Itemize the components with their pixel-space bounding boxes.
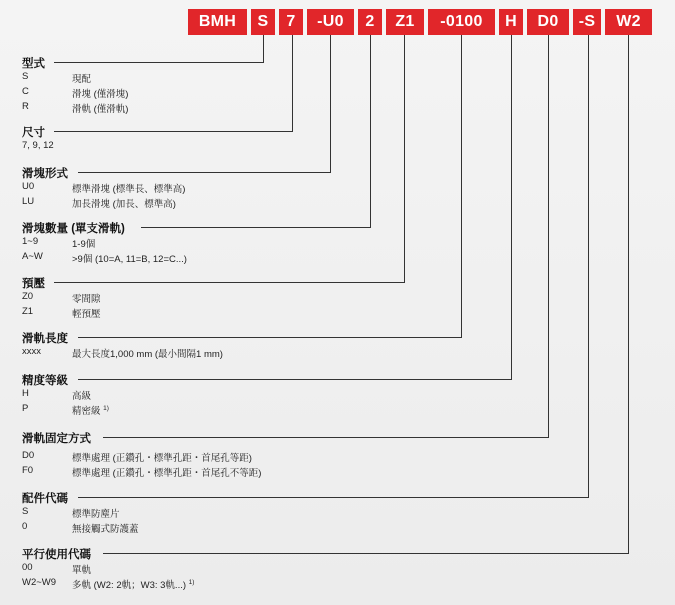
option-desc: 現配 [72,74,92,85]
option-code: R [22,101,29,112]
connector-horizontal [54,131,293,132]
code-box-block-count: 2 [358,9,382,35]
option-code: A~W [22,251,43,262]
option-desc: 滑軌 (僅滑軌) [72,104,129,115]
option-desc: 輕預壓 [72,309,101,320]
connector-vertical [404,35,405,282]
connector-vertical [292,35,293,131]
connector-vertical [461,35,462,337]
option-desc: 1-9個 [72,239,96,250]
section-title-block-count: 滑塊數量 (單支滑軌) [22,223,125,235]
footnote-marker: 1) [103,404,109,412]
connector-horizontal [141,227,371,228]
connector-horizontal [78,337,462,338]
section-title-accessory: 配件代碼 [22,493,68,505]
option-code: 0 [22,521,28,532]
option-code: Z0 [22,291,34,302]
code-box-rail-length: -0100 [428,9,495,35]
option-desc [72,403,109,417]
connector-horizontal [103,437,549,438]
option-desc: >9個 (10=A, 11=B, 12=C...) [72,254,187,265]
section-title-rail-length: 滑軌長度 [22,333,68,345]
option-desc: 滑塊 (僅滑塊) [72,89,129,100]
connector-horizontal [54,282,405,283]
code-box-preload: Z1 [386,9,424,35]
code-box-block-type: -U0 [307,9,354,35]
connector-horizontal [78,379,512,380]
code-box-size: 7 [279,9,303,35]
section-title-parallel: 平行使用代碼 [22,549,91,561]
option-code: U0 [22,181,35,192]
code-box-accessory: -S [573,9,601,35]
option-desc: 標準處理 (正鑽孔・標準孔距・首尾孔等距) [72,453,252,464]
option-desc: 加長滑塊 (加長、標準高) [72,199,176,210]
option-code: W2~W9 [22,577,57,588]
option-desc-text: 精密級 [72,406,101,417]
option-code: 00 [22,562,33,573]
option-desc: 高級 [72,391,92,402]
connector-vertical [370,35,371,227]
option-desc: 最大長度1,000 mm (最小間隔1 mm) [72,349,223,360]
option-code: LU [22,196,35,207]
option-code: 1~9 [22,236,39,247]
code-box-parallel: W2 [605,9,652,35]
option-desc: 標準滑塊 (標準長、標準高) [72,184,186,195]
section-title-block-type: 滑塊形式 [22,168,68,180]
connector-vertical [330,35,331,172]
connector-horizontal [103,553,629,554]
option-code: F0 [22,465,34,476]
section-title-preload: 預壓 [22,278,45,290]
option-code: Z1 [22,306,34,317]
option-code: C [22,86,29,97]
option-desc: 標準防塵片 [72,509,120,520]
option-desc-text: 多軌 (W2: 2軌；W3: 3軌...) [72,580,187,591]
code-box-rail-mounting: D0 [527,9,569,35]
option-code: S [22,71,29,82]
option-desc [72,577,194,591]
connector-vertical [511,35,512,379]
footnote-marker: 1) [188,578,195,586]
section-title-rail-mounting: 滑軌固定方式 [22,433,91,445]
code-box-type: S [251,9,275,35]
connector-vertical [588,35,589,497]
option-code: xxxx [22,346,41,357]
option-code: D0 [22,450,35,461]
connector-vertical [548,35,549,437]
connector-horizontal [78,497,589,498]
connector-vertical [628,35,629,553]
code-box-series: BMH [188,9,247,35]
option-desc: 無接觸式防護蓋 [72,524,139,535]
connector-horizontal [78,172,331,173]
option-desc: 單軌 [72,565,92,576]
section-title-accuracy: 精度等級 [22,375,68,387]
option-code: P [22,403,29,414]
section-title-type: 型式 [22,58,45,70]
section-title-size: 尺寸 [22,127,45,139]
code-box-accuracy: H [499,9,523,35]
option-code: H [22,388,29,399]
option-code: S [22,506,29,517]
connector-vertical [263,35,264,62]
option-code: 7, 9, 12 [22,140,54,151]
option-desc: 零間隙 [72,294,101,305]
connector-horizontal [54,62,264,63]
option-desc: 標準處理 (正鑽孔・標準孔距・首尾孔不等距) [72,468,262,479]
